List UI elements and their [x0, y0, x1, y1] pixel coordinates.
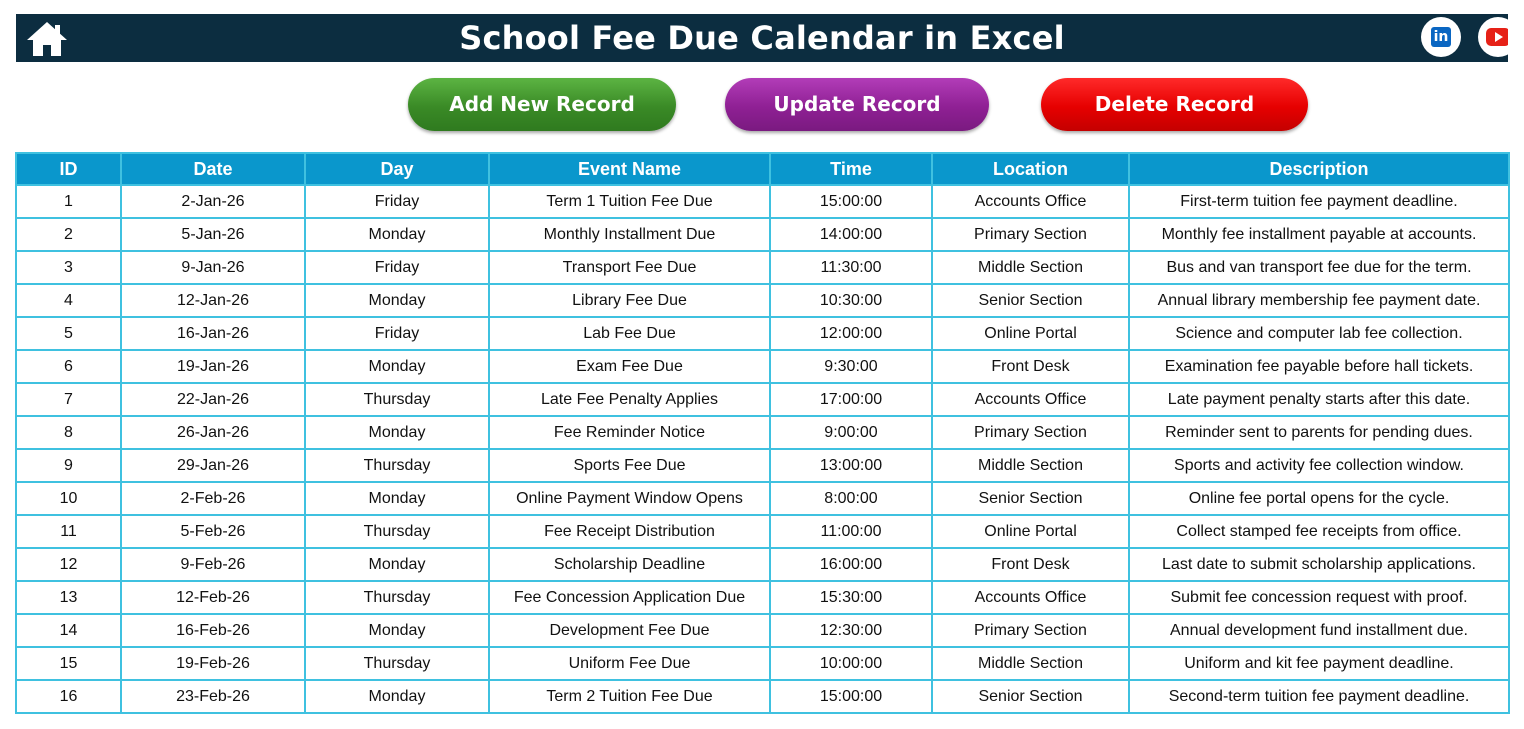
cell-date[interactable]: 9-Jan-26	[121, 251, 305, 284]
cell-event-name[interactable]: Development Fee Due	[489, 614, 770, 647]
column-header-description[interactable]: Description	[1129, 153, 1509, 185]
cell-description[interactable]: First-term tuition fee payment deadline.	[1129, 185, 1509, 218]
cell-description[interactable]: Submit fee concession request with proof.	[1129, 581, 1509, 614]
cell-event-name[interactable]: Term 2 Tuition Fee Due	[489, 680, 770, 713]
cell-location[interactable]: Middle Section	[932, 449, 1129, 482]
cell-time[interactable]: 10:00:00	[770, 647, 932, 680]
cell-location[interactable]: Senior Section	[932, 680, 1129, 713]
cell-date[interactable]: 9-Feb-26	[121, 548, 305, 581]
cell-location[interactable]: Online Portal	[932, 317, 1129, 350]
cell-location[interactable]: Middle Section	[932, 647, 1129, 680]
cell-description[interactable]: Annual development fund installment due.	[1129, 614, 1509, 647]
table-row[interactable]	[16, 614, 1509, 647]
table-row[interactable]	[16, 350, 1509, 383]
cell-location[interactable]: Senior Section	[932, 482, 1129, 515]
table-header-row	[16, 153, 1509, 185]
cell-date[interactable]: 5-Feb-26	[121, 515, 305, 548]
cell-event-name[interactable]: Late Fee Penalty Applies	[489, 383, 770, 416]
cell-day[interactable]: Monday	[305, 218, 489, 251]
table-row[interactable]	[16, 185, 1509, 218]
cell-time[interactable]: 10:30:00	[770, 284, 932, 317]
cell-date[interactable]: 23-Feb-26	[121, 680, 305, 713]
cell-location[interactable]: Accounts Office	[932, 581, 1129, 614]
cell-id[interactable]: 13	[16, 581, 121, 614]
fee-calendar-table	[15, 152, 1510, 714]
table-row[interactable]	[16, 515, 1509, 548]
table-row[interactable]	[16, 680, 1509, 713]
cell-event-name[interactable]: Online Payment Window Opens	[489, 482, 770, 515]
cell-date[interactable]: 16-Jan-26	[121, 317, 305, 350]
cell-event-name[interactable]: Lab Fee Due	[489, 317, 770, 350]
cell-description[interactable]: Uniform and kit fee payment deadline.	[1129, 647, 1509, 680]
cell-id[interactable]: 8	[16, 416, 121, 449]
cell-time[interactable]: 15:00:00	[770, 680, 932, 713]
cell-time[interactable]: 8:00:00	[770, 482, 932, 515]
cell-day[interactable]: Thursday	[305, 383, 489, 416]
cell-description[interactable]: Late payment penalty starts after this date.	[1129, 383, 1509, 416]
cell-time[interactable]: 11:30:00	[770, 251, 932, 284]
delete-record-button[interactable]: Delete Record	[1041, 78, 1308, 131]
cell-date[interactable]: 19-Jan-26	[121, 350, 305, 383]
cell-date[interactable]: 12-Jan-26	[121, 284, 305, 317]
cell-location[interactable]: Front Desk	[932, 548, 1129, 581]
cell-location[interactable]: Accounts Office	[932, 185, 1129, 218]
cell-date[interactable]: 2-Jan-26	[121, 185, 305, 218]
add-new-record-button[interactable]: Add New Record	[408, 78, 676, 131]
cell-time[interactable]: 15:00:00	[770, 185, 932, 218]
cell-time[interactable]: 9:00:00	[770, 416, 932, 449]
cell-day[interactable]: Thursday	[305, 515, 489, 548]
cell-event-name[interactable]: Transport Fee Due	[489, 251, 770, 284]
cell-id[interactable]: 9	[16, 449, 121, 482]
cell-id[interactable]: 14	[16, 614, 121, 647]
cell-date[interactable]: 5-Jan-26	[121, 218, 305, 251]
table-row[interactable]	[16, 581, 1509, 614]
cell-date[interactable]: 19-Feb-26	[121, 647, 305, 680]
cell-description[interactable]: Online fee portal opens for the cycle.	[1129, 482, 1509, 515]
cell-id[interactable]: 5	[16, 317, 121, 350]
cell-location[interactable]: Middle Section	[932, 251, 1129, 284]
cell-id[interactable]: 11	[16, 515, 121, 548]
cell-description[interactable]: Science and computer lab fee collection.	[1129, 317, 1509, 350]
page-title: School Fee Due Calendar in Excel	[459, 19, 1065, 57]
cell-location[interactable]: Primary Section	[932, 218, 1129, 251]
cell-event-name[interactable]: Exam Fee Due	[489, 350, 770, 383]
cell-id[interactable]: 2	[16, 218, 121, 251]
cell-description[interactable]: Examination fee payable before hall tickets.	[1129, 350, 1509, 383]
table-row[interactable]	[16, 284, 1509, 317]
cell-description[interactable]: Bus and van transport fee due for the term.	[1129, 251, 1509, 284]
column-header-time[interactable]: Time	[770, 153, 932, 185]
cell-description[interactable]: Reminder sent to parents for pending dues.	[1129, 416, 1509, 449]
cell-id[interactable]: 6	[16, 350, 121, 383]
cell-time[interactable]: 16:00:00	[770, 548, 932, 581]
header-banner	[16, 14, 1508, 62]
cell-date[interactable]: 22-Jan-26	[121, 383, 305, 416]
cell-location[interactable]: Primary Section	[932, 614, 1129, 647]
column-header-location[interactable]: Location	[932, 153, 1129, 185]
cell-id[interactable]: 12	[16, 548, 121, 581]
cell-date[interactable]: 16-Feb-26	[121, 614, 305, 647]
cell-id[interactable]: 7	[16, 383, 121, 416]
cell-location[interactable]: Accounts Office	[932, 383, 1129, 416]
cell-id[interactable]: 4	[16, 284, 121, 317]
cell-time[interactable]: 13:00:00	[770, 449, 932, 482]
cell-time[interactable]: 17:00:00	[770, 383, 932, 416]
cell-date[interactable]: 2-Feb-26	[121, 482, 305, 515]
table-row[interactable]	[16, 317, 1509, 350]
cell-location[interactable]: Primary Section	[932, 416, 1129, 449]
cell-day[interactable]: Thursday	[305, 581, 489, 614]
cell-event-name[interactable]: Fee Receipt Distribution	[489, 515, 770, 548]
cell-event-name[interactable]: Monthly Installment Due	[489, 218, 770, 251]
cell-day[interactable]: Thursday	[305, 647, 489, 680]
cell-event-name[interactable]: Fee Concession Application Due	[489, 581, 770, 614]
cell-id[interactable]: 10	[16, 482, 121, 515]
cell-description[interactable]: Sports and activity fee collection window.	[1129, 449, 1509, 482]
cell-description[interactable]: Collect stamped fee receipts from office.	[1129, 515, 1509, 548]
table-row[interactable]	[16, 416, 1509, 449]
cell-day[interactable]: Monday	[305, 680, 489, 713]
cell-day[interactable]: Friday	[305, 251, 489, 284]
table-row[interactable]	[16, 449, 1509, 482]
cell-date[interactable]: 26-Jan-26	[121, 416, 305, 449]
cell-location[interactable]: Front Desk	[932, 350, 1129, 383]
linkedin-icon[interactable]	[1421, 17, 1461, 57]
cell-time[interactable]: 14:00:00	[770, 218, 932, 251]
cell-day[interactable]: Thursday	[305, 449, 489, 482]
column-header-id[interactable]: ID	[16, 153, 121, 185]
cell-event-name[interactable]: Term 1 Tuition Fee Due	[489, 185, 770, 218]
column-header-event-name[interactable]: Event Name	[489, 153, 770, 185]
cell-day[interactable]: Monday	[305, 482, 489, 515]
table-row[interactable]	[16, 251, 1509, 284]
cell-day[interactable]: Monday	[305, 284, 489, 317]
column-header-day[interactable]: Day	[305, 153, 489, 185]
cell-event-name[interactable]: Scholarship Deadline	[489, 548, 770, 581]
cell-day[interactable]: Monday	[305, 416, 489, 449]
cell-time[interactable]: 12:30:00	[770, 614, 932, 647]
cell-description[interactable]: Second-term tuition fee payment deadline.	[1129, 680, 1509, 713]
cell-description[interactable]: Last date to submit scholarship applications.	[1129, 548, 1509, 581]
cell-event-name[interactable]: Sports Fee Due	[489, 449, 770, 482]
cell-time[interactable]: 12:00:00	[770, 317, 932, 350]
cell-time[interactable]: 15:30:00	[770, 581, 932, 614]
linkedin-logo-text: in	[1431, 27, 1451, 47]
cell-event-name[interactable]: Fee Reminder Notice	[489, 416, 770, 449]
table-row[interactable]	[16, 383, 1509, 416]
cell-event-name[interactable]: Uniform Fee Due	[489, 647, 770, 680]
cell-description[interactable]: Annual library membership fee payment date.	[1129, 284, 1509, 317]
cell-id[interactable]: 16	[16, 680, 121, 713]
cell-day[interactable]: Monday	[305, 350, 489, 383]
table-row[interactable]	[16, 218, 1509, 251]
column-header-date[interactable]: Date	[121, 153, 305, 185]
cell-day[interactable]: Friday	[305, 317, 489, 350]
cell-description[interactable]: Monthly fee installment payable at accounts.	[1129, 218, 1509, 251]
cell-event-name[interactable]: Library Fee Due	[489, 284, 770, 317]
cell-time[interactable]: 9:30:00	[770, 350, 932, 383]
cell-id[interactable]: 15	[16, 647, 121, 680]
cell-location[interactable]: Senior Section	[932, 284, 1129, 317]
cell-location[interactable]: Online Portal	[932, 515, 1129, 548]
table-row[interactable]	[16, 548, 1509, 581]
cell-id[interactable]: 1	[16, 185, 121, 218]
cell-date[interactable]: 29-Jan-26	[121, 449, 305, 482]
table-row[interactable]	[16, 482, 1509, 515]
cell-day[interactable]: Monday	[305, 548, 489, 581]
cell-date[interactable]: 12-Feb-26	[121, 581, 305, 614]
cell-id[interactable]: 3	[16, 251, 121, 284]
table-row[interactable]	[16, 647, 1509, 680]
update-record-button[interactable]: Update Record	[725, 78, 989, 131]
cell-time[interactable]: 11:00:00	[770, 515, 932, 548]
cell-day[interactable]: Friday	[305, 185, 489, 218]
table-body	[16, 185, 1509, 713]
youtube-play-icon	[1486, 28, 1508, 46]
cell-day[interactable]: Monday	[305, 614, 489, 647]
